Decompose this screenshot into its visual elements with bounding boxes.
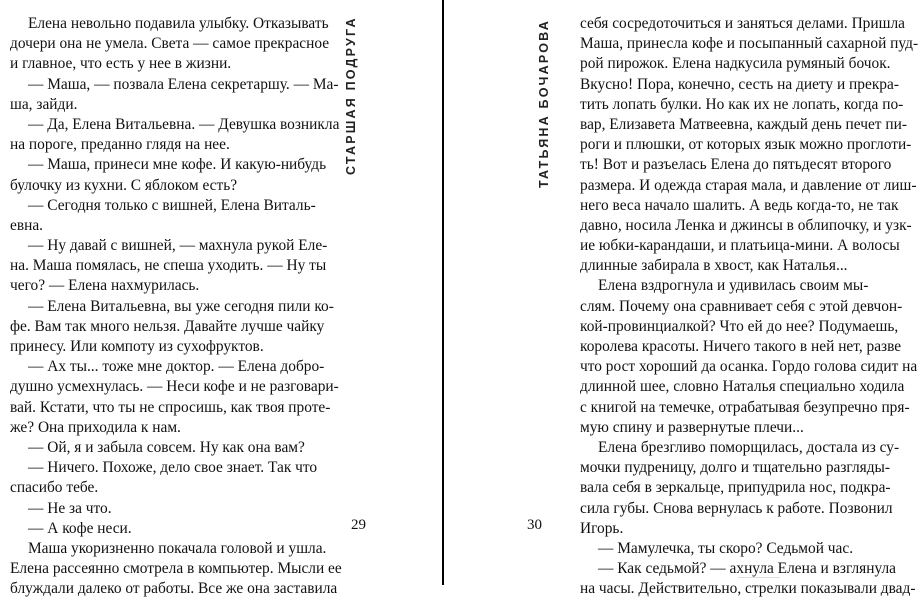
right-page-number: 30	[527, 517, 542, 533]
left-book-page	[0, 0, 444, 598]
left-text-line: вай. Кстати, что ты не спросишь, как твоя проте-	[10, 398, 331, 416]
left-text-line: — Сегодня только с вишней, Елена Виталь-	[28, 196, 316, 214]
right-text-line: размера. И одежда старая мала, и давление от лиш-	[580, 176, 917, 194]
right-text-line: мочки пудреницу, долго и тщательно разгляды-	[580, 459, 891, 477]
left-text-line: — Маша, — позвала Елена секретаршу. — Ма-	[28, 75, 339, 93]
left-text-line: — Ну давай с вишней, — махнула рукой Еле-	[28, 237, 328, 255]
left-text-line: спасибо тебе.	[10, 479, 99, 497]
right-text-line: — Мамулечка, ты скоро? Седьмой час.	[598, 539, 854, 557]
right-text-line: Елена вздрогнула и удивилась своим мы-	[598, 277, 869, 295]
left-text-line: ша, зайди.	[10, 95, 78, 113]
right-text-line: Маша, принесла кофе и посыпанный сахарной пуд-	[580, 35, 918, 53]
left-text-line: — Маша, принеси мне кофе. И какую-нибудь	[28, 156, 327, 174]
left-text-line: фе. Вам так много нельзя. Давайте лучше чайку	[10, 317, 325, 335]
left-text-line: — Да, Елена Витальевна. — Девушка возникла	[28, 115, 340, 133]
right-text-line: Вкусно! Пора, конечно, сесть на диету и прекра-	[580, 75, 899, 93]
left-text-line: — Ничего. Похоже, дело свое знает. Так что	[28, 459, 318, 477]
left-text-line: Елена рассеянно смотрела в компьютер. Мысли ее	[10, 560, 342, 578]
right-text-line: вар, Елизавета Матвеевна, каждый день печет пи-	[580, 115, 907, 133]
left-text-line: на. Маша помялась, не спеша уходить. — Ну ты	[10, 257, 327, 275]
right-text-line: рой пирожок. Елена надкусила румяный бочок.	[580, 55, 891, 73]
right-text-line: — Как седьмой? — ахнула Елена и взглянула	[598, 560, 896, 578]
left-text-line: чего? — Елена нахмурилась.	[10, 277, 200, 295]
left-text-line: — А кофе неси.	[28, 519, 132, 537]
left-page-text-block	[10, 14, 342, 599]
right-text-line: Елена брезгливо поморщилась, достала из су-	[598, 438, 900, 456]
right-text-line: себя сосредоточиться и заняться делами. Пришла	[580, 15, 905, 32]
left-text-line: — Елена Витальевна, вы уже сегодня пили ко-	[28, 297, 334, 315]
right-text-line: что рост хороший да осанка. Гордо голова сидит на	[580, 358, 918, 376]
right-running-head: ТАТЬЯНА БОЧАРОВА	[537, 19, 551, 188]
right-text-line: кой-провинциалкой? Что ей до нее? Подумаешь,	[580, 317, 899, 335]
left-text-line: и главное, что есть у нее в жизни.	[10, 55, 232, 73]
left-text-line: — Ах ты... тоже мне доктор. — Елена добро-	[28, 358, 325, 376]
left-running-head: СТАРШАЯ ПОДРУГА	[344, 16, 358, 175]
left-text-line: Маша укоризненно покачала головой и ушла.	[28, 539, 327, 557]
left-text-line: Елена невольно подавила улыбку. Отказывать	[28, 15, 329, 32]
right-text-line: него веса начало шалить. А ведь когда-то, не так	[580, 196, 899, 214]
left-text-line: душно усмехнулась. — Неси кофе и не разговари-	[10, 378, 339, 396]
right-book-page	[444, 0, 918, 598]
right-text-line: тить лопать булки. Но как их не лопать, когда по-	[580, 95, 904, 113]
left-text-line: булочку из кухни. С яблоком есть?	[10, 176, 238, 194]
left-text-line: евна.	[10, 216, 44, 234]
right-text-line: длинной шее, словно Наталья специально ходила	[580, 378, 905, 396]
right-text-line: слям. Почему она сравнивает себя с этой девчон-	[580, 297, 903, 315]
faint-bottom-mark	[738, 577, 780, 578]
left-text-line: — Ой, я и забыла совсем. Ну как она вам?	[28, 438, 305, 456]
right-text-line: королева красоты. Ничего такого в ней нет, разве	[580, 338, 902, 355]
right-text-line: с книгой на темечке, отрабатывая безупречно пря-	[580, 398, 910, 416]
left-text-line: — Не за что.	[28, 499, 112, 517]
right-text-line: Игорь.	[580, 519, 624, 537]
right-text-line: давно, носила Ленка и джинсы в облипочку, и узк-	[580, 216, 912, 234]
right-text-line: длинные забирала в хвост, как Наталья...	[580, 257, 848, 275]
right-page-text-block	[580, 14, 918, 599]
right-text-line: на часы. Действительно, стрелки показывали двад-	[580, 580, 916, 598]
left-text-line: же? Она приходила к нам.	[10, 418, 181, 436]
right-text-line: мую спину и развернутые плечи...	[580, 418, 804, 436]
left-text-line: принесу. Или компоту из сухофруктов.	[10, 338, 264, 355]
left-text-line: блуждали далеко от работы. Все же она заставила	[10, 580, 338, 598]
right-text-line: ие юбки-карандаши, и платьица-мини. А волосы	[580, 237, 900, 255]
left-text-line: на пороге, преданно глядя на нее.	[10, 136, 230, 154]
left-page-number: 29	[351, 517, 366, 533]
right-text-line: роги и плюшки, от которых язык можно проглоти-	[580, 136, 912, 154]
right-text-line: вала себя в зеркальце, припудрила нос, подкра-	[580, 479, 891, 497]
right-text-line: сила губы. Снова вернулась к работе. Позвонил	[580, 499, 893, 517]
left-text-line: дочери она не умела. Света — самое прекрасное	[10, 35, 330, 53]
right-text-line: ть! Вот и разъелась Елена до пятьдесят второго	[580, 156, 892, 174]
